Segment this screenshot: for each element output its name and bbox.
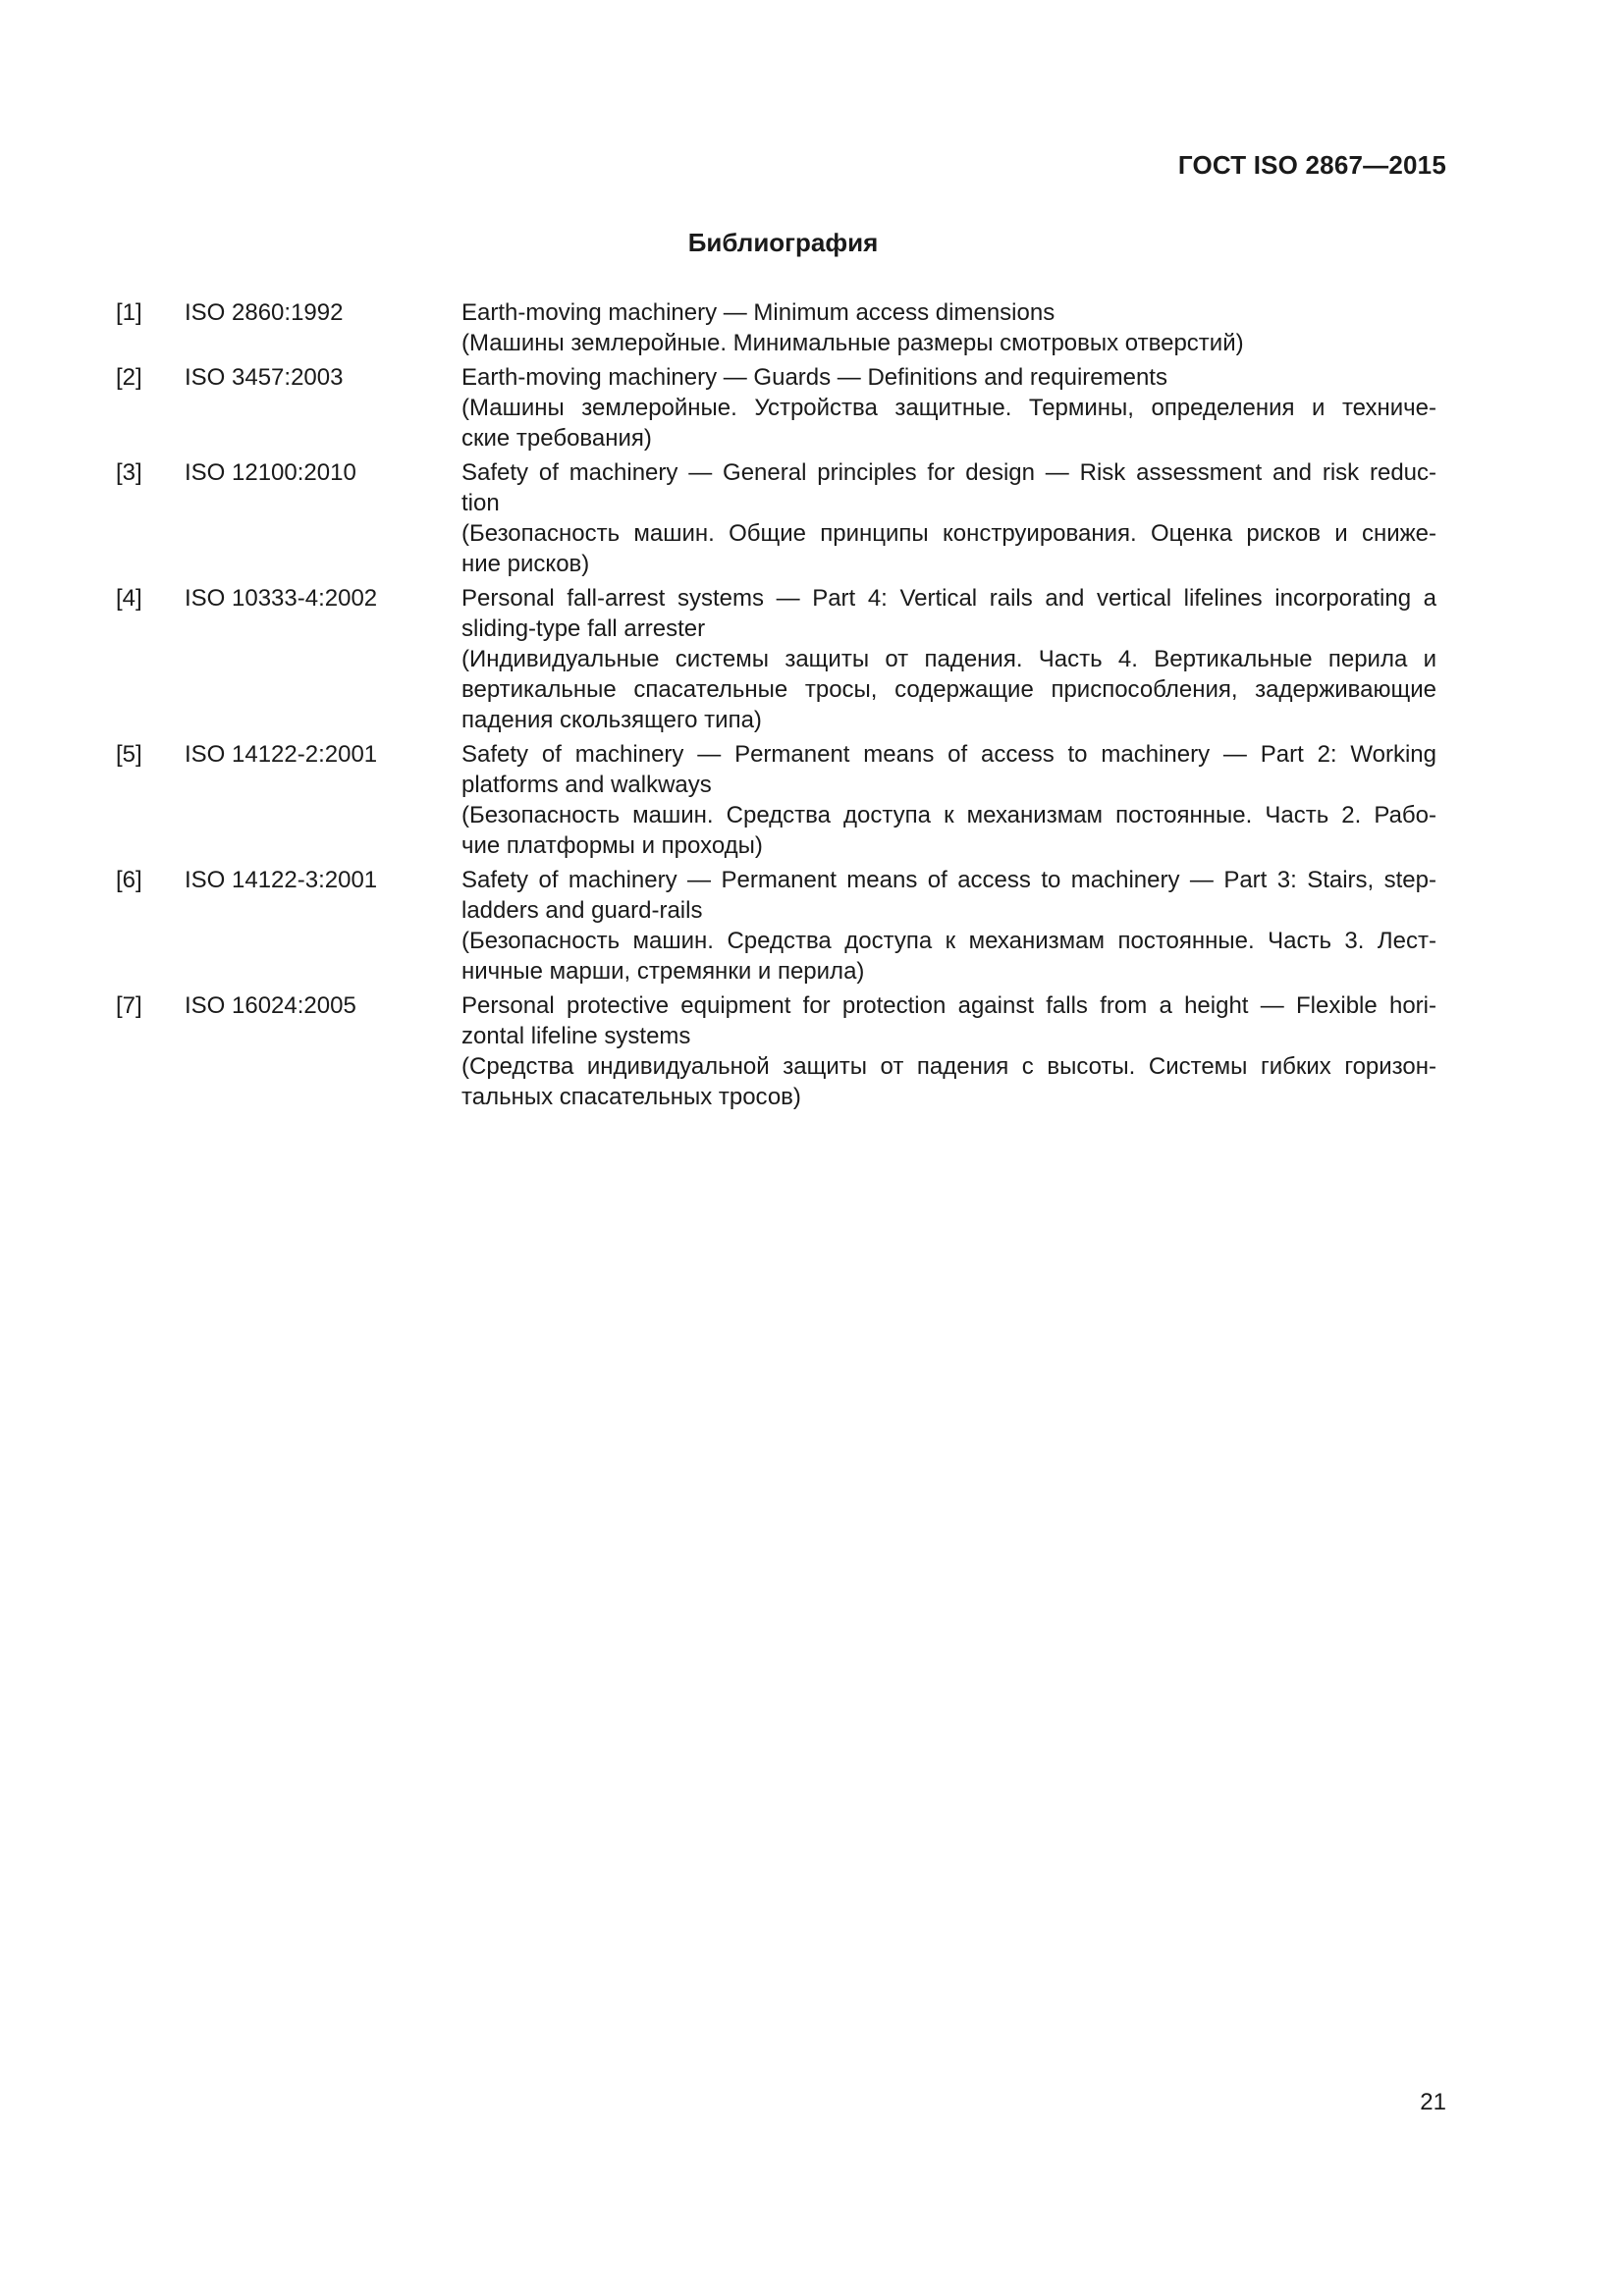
page-number: 21 (1420, 2089, 1446, 2115)
russian-translation-line: (Безопасность машин. Средства доступа к механизмам постоянные. Часть 2. Рабо- (461, 802, 1436, 828)
russian-translation-line: (Средства индивидуальной защиты от падения с высоты. Системы гибких горизон- (461, 1053, 1436, 1080)
english-title-line: Safety of machinery — Permanent means of access to machinery — Part 2: Working (461, 741, 1436, 768)
entry-number: [2] (116, 364, 142, 391)
standard-designation: ISO 14122-2:2001 (185, 741, 378, 768)
bibliography-entry (116, 362, 1436, 454)
entry-description (461, 583, 1436, 735)
entry-description (461, 457, 1436, 579)
standard-designation: ISO 2860:1992 (185, 299, 344, 326)
bibliography-entry (116, 990, 1436, 1112)
english-title-line: Earth-moving machinery — Minimum access dimensions (461, 299, 1056, 326)
russian-translation-line: (Безопасность машин. Средства доступа к механизмам постоянные. Часть 3. Лест- (461, 928, 1436, 954)
standard-designation: ISO 16024:2005 (185, 992, 356, 1019)
document-code-header: ГОСТ ISO 2867—2015 (1177, 150, 1446, 180)
english-title-line: tion (461, 490, 500, 516)
russian-translation-line: (Индивидуальные системы защиты от падения. Часть 4. Вертикальные перила и (461, 646, 1436, 672)
russian-translation-line: вертикальные спасательные тросы, содержащие приспособления, задерживающие (461, 676, 1436, 703)
entry-description (461, 990, 1436, 1112)
russian-translation-line: (Безопасность машин. Общие принципы конструирования. Оценка рисков и сниже- (461, 520, 1436, 547)
standard-designation: ISO 3457:2003 (185, 364, 344, 391)
english-title-line: Personal fall-arrest systems — Part 4: Vertical rails and vertical lifelines incorporating a (461, 585, 1436, 612)
standard-designation: ISO 14122-3:2001 (185, 867, 378, 893)
english-title-line: Safety of machinery — General principles for design — Risk assessment and risk reduc- (461, 459, 1436, 486)
entry-number: [7] (116, 992, 142, 1019)
bibliography-entry (116, 583, 1436, 735)
russian-translation-line: ние рисков) (461, 551, 590, 577)
entry-number: [4] (116, 585, 142, 612)
bibliography-entry (116, 297, 1436, 358)
english-title-line: Earth-moving machinery — Guards — Definitions and requirements (461, 364, 1167, 391)
english-title-line: Safety of machinery — Permanent means of access to machinery — Part 3: Stairs, step- (461, 867, 1436, 893)
entry-description (461, 739, 1436, 861)
standard-designation: ISO 10333-4:2002 (185, 585, 378, 612)
russian-translation-line: ничные марши, стремянки и перила) (461, 958, 865, 985)
russian-translation-line: падения скользящего типа) (461, 707, 762, 733)
russian-translation-line: (Машины землеройные. Устройства защитные. Термины, определения и техниче- (461, 395, 1436, 421)
standard-designation: ISO 12100:2010 (185, 459, 356, 486)
entry-description (461, 362, 1436, 454)
english-title-line: sliding-type fall arrester (461, 615, 706, 642)
entry-description (461, 297, 1436, 358)
bibliography-entry (116, 457, 1436, 579)
entry-description (461, 865, 1436, 987)
entry-number: [5] (116, 741, 142, 768)
bibliography-list (116, 297, 1436, 1116)
russian-translation-line: ские требования) (461, 425, 652, 452)
russian-translation-line: чие платформы и проходы) (461, 832, 763, 859)
bibliography-title: Библиография (687, 228, 879, 257)
russian-translation-line: тальных спасательных тросов) (461, 1084, 801, 1110)
russian-translation-line: (Машины землеройные. Минимальные размеры смотровых отверстий) (461, 330, 1244, 356)
english-title-line: platforms and walkways (461, 772, 712, 798)
bibliography-entry (116, 865, 1436, 987)
english-title-line: Personal protective equipment for protection against falls from a height — Flexible hori- (461, 992, 1436, 1019)
bibliography-entry (116, 739, 1436, 861)
entry-number: [3] (116, 459, 142, 486)
entry-number: [1] (116, 299, 142, 326)
english-title-line: ladders and guard-rails (461, 897, 703, 924)
entry-number: [6] (116, 867, 142, 893)
english-title-line: zontal lifeline systems (461, 1023, 691, 1049)
